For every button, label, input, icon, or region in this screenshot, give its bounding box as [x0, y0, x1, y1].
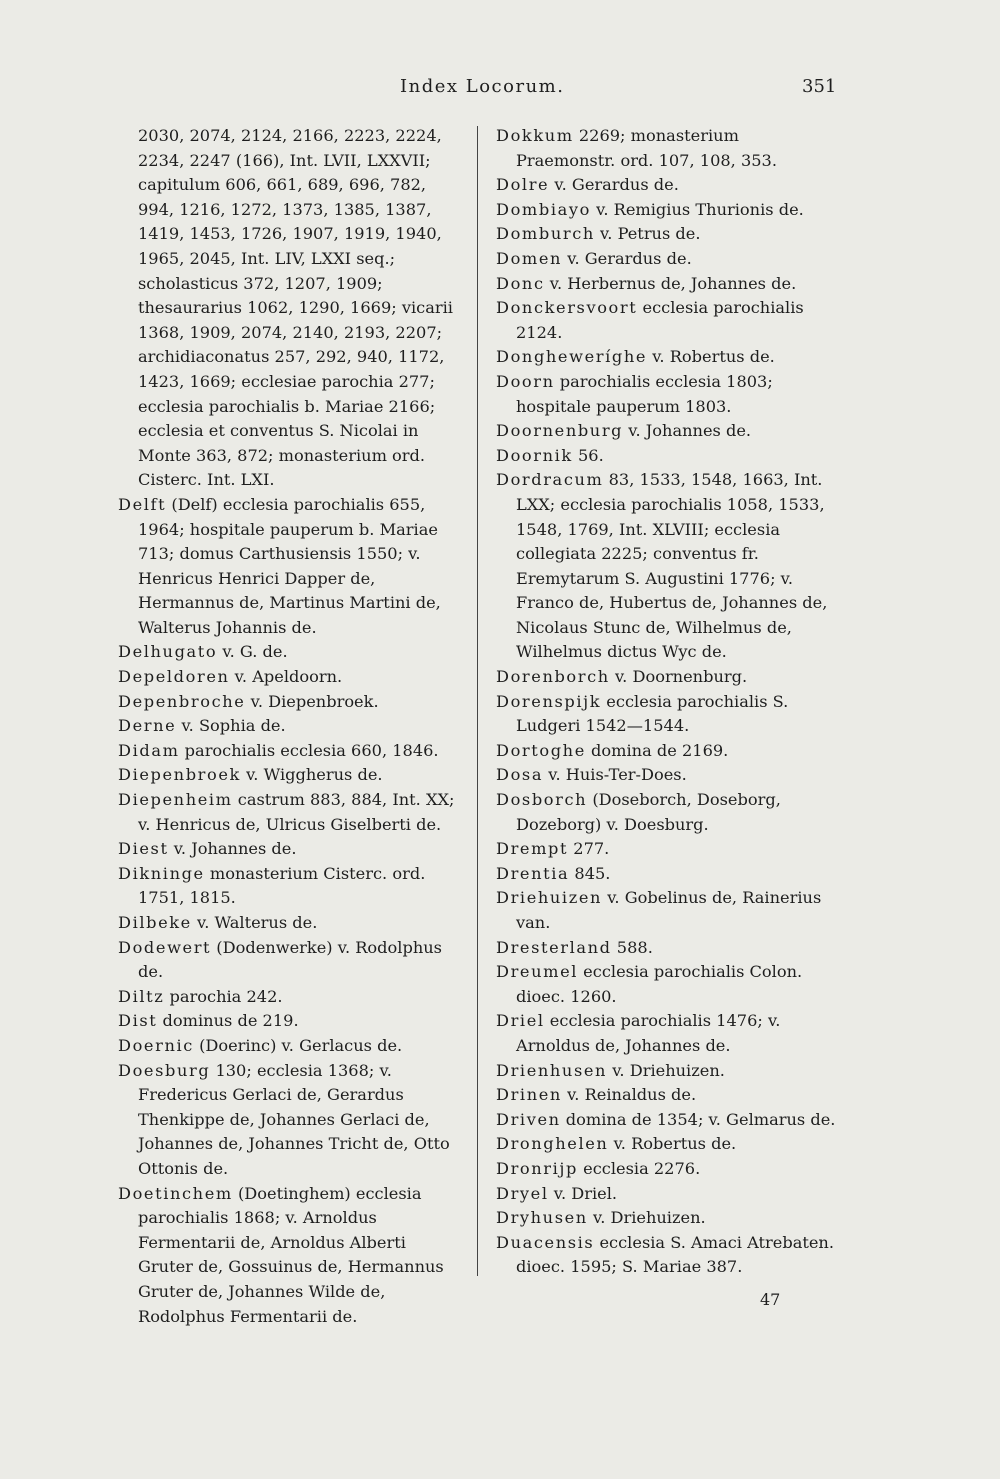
- entry-headword: Diltz: [118, 986, 165, 1006]
- index-entry: [496, 198, 840, 223]
- entry-headword: Dordracum: [496, 470, 604, 490]
- index-entry: [496, 1132, 840, 1157]
- index-entry: [496, 1108, 840, 1133]
- entry-text: 56.: [572, 445, 604, 465]
- index-entry: [496, 419, 840, 444]
- column-divider: [477, 126, 478, 1276]
- entry-text: monasterium Cisterc. ord. 1751, 1815.: [138, 863, 426, 908]
- entry-text: 277.: [568, 839, 610, 859]
- index-entry: [496, 690, 840, 739]
- entry-headword: Delft: [118, 494, 167, 514]
- entry-headword: Dryel: [496, 1183, 549, 1203]
- entry-text: ecclesia parochialis 2124.: [516, 298, 804, 342]
- index-entry: [496, 1206, 840, 1231]
- entry-headword: Drentia: [496, 863, 570, 883]
- entry-text: v. Robertus de.: [647, 347, 775, 367]
- entry-text: v. Huis-Ter-Does.: [543, 765, 687, 785]
- index-entry: [118, 665, 458, 690]
- index-entry: [118, 714, 458, 739]
- entry-text: v. Robertus de.: [608, 1134, 737, 1154]
- entry-text: domina de 2169.: [585, 740, 729, 760]
- entry-headword: Doesburg: [118, 1060, 211, 1080]
- entry-headword: Doernic: [118, 1035, 194, 1055]
- entry-text: v. Gerardus de.: [549, 175, 679, 195]
- entry-headword: Dist: [118, 1011, 158, 1031]
- entry-text: v. Apeldoorn.: [229, 667, 343, 687]
- left-column: [118, 124, 458, 1329]
- entry-headword: Diepenheim: [118, 790, 233, 810]
- entry-text: ecclesia 2276.: [577, 1158, 701, 1178]
- entry-headword: Diepenbroek: [118, 765, 241, 785]
- entry-headword: Dilbeke: [118, 913, 192, 932]
- entry-text: parochialis ecclesia 1803; hospitale pauperum 1803.: [516, 371, 773, 416]
- entry-text: dominus de 219.: [157, 1011, 299, 1031]
- entry-text: 2269; monasterium Praemonstr. ord. 107, 108, 353.: [516, 126, 777, 170]
- index-entry: [496, 1009, 840, 1058]
- entry-headword: Doornenburg: [496, 421, 624, 441]
- signature-mark: 47: [760, 1290, 781, 1309]
- entry-text: v. Gerardus de.: [562, 248, 692, 268]
- entry-text: (Dodenwerke) v. Rodolphus de.: [138, 937, 442, 982]
- running-head: Index Locorum.: [400, 76, 565, 97]
- entry-headword: Driven: [496, 1109, 561, 1129]
- entry-headword: Dortoghe: [496, 740, 586, 760]
- index-entry: [496, 296, 840, 345]
- entry-text: domina de 1354; v. Gelmarus de.: [560, 1109, 836, 1129]
- index-entry: [118, 862, 458, 911]
- entry-headword: Didam: [118, 740, 180, 760]
- index-entry: [118, 739, 458, 764]
- index-entry: [496, 370, 840, 419]
- entry-headword: Dronrijp: [496, 1158, 578, 1178]
- entry-headword: Drinen: [496, 1085, 562, 1105]
- entry-text: ecclesia parochialis 1476; v. Arnoldus de, Johannes de.: [516, 1011, 781, 1055]
- entry-headword: Dresterland: [496, 937, 612, 957]
- entry-headword: Delhugato: [118, 642, 218, 662]
- entry-headword: Domburch: [496, 224, 595, 244]
- entry-text: castrum 883, 884, Int. XX; v. Henricus de, Ulricus Giselberti de.: [138, 790, 455, 834]
- entry-headword: Dongheweríghe: [496, 347, 648, 367]
- index-entry: [496, 1157, 840, 1182]
- index-entry: [496, 1182, 840, 1207]
- index-entry: [118, 911, 458, 936]
- index-entry: [118, 1009, 458, 1034]
- entry-headword: Depenbroche: [118, 691, 246, 711]
- index-entry: [496, 665, 840, 690]
- entry-text: v. Walterus de.: [191, 913, 318, 932]
- index-entry: [496, 444, 840, 469]
- entry-text: v. Johannes de.: [623, 421, 752, 441]
- entry-text: 83, 1533, 1548, 1663, Int. LXX; ecclesia parochialis 1058, 1533, 1548, 1769, Int. XLVIII; ecclesia collegiata 2225; conventus fr. Eremytarum S. Augustini 1776; v. Franco de, Hubertus de, Johannes de, Nicolaus Stunc de, Wilhelmus de, Wilhelmus dictus Wyc de.: [516, 470, 828, 662]
- entry-headword: Driehuizen: [496, 888, 603, 908]
- page-number: 351: [802, 76, 837, 97]
- entry-headword: Dikninge: [118, 863, 205, 883]
- entry-text: v. Reinaldus de.: [561, 1085, 697, 1105]
- index-entry: [118, 837, 458, 862]
- entry-text: v. Herbernus de, Johannes de.: [544, 273, 797, 293]
- index-entry: [496, 763, 840, 788]
- entry-text: v. Driel.: [548, 1183, 618, 1203]
- entry-text: 2030, 2074, 2124, 2166, 2223, 2224, 2234, 2247 (166), Int. LVII, LXXVII; capitulum 606, 661, 689, 696, 782, 994, 1216, 1272, 1373, 1385, 1387, 1419, 1453, 1726, 1907, 1919, 1940, 1965, 2045, Int. LIV, LXXI seq.; scholasticus 372, 1207, 1909; thesaurarius 1062, 1290, 1669; vicarii 1368, 1909, 2074, 2140, 2193, 2207; archidiaconatus 257, 292, 940, 1172, 1423, 1669; ecclesiae parochia 277; ecclesia parochialis b. Mariae 2166; ecclesia et conventus S. Nicolai in Monte 363, 872; monasterium ord. Cisterc. Int. LXI.: [138, 126, 453, 490]
- entry-text: ecclesia parochialis Colon. dioec. 1260.: [516, 962, 803, 1006]
- index-entry: [496, 788, 840, 837]
- index-entry: [118, 493, 458, 641]
- entry-text: v. Driehuizen.: [587, 1208, 706, 1228]
- entry-headword: Depeldoren: [118, 667, 230, 687]
- entry-headword: Dodewert: [118, 937, 212, 957]
- entry-headword: Domen: [496, 248, 563, 268]
- index-entry: [118, 690, 458, 715]
- entry-headword: Dorenspijk: [496, 691, 602, 711]
- entry-headword: Donc: [496, 273, 545, 293]
- entry-headword: Dosa: [496, 765, 544, 785]
- index-entry: [496, 247, 840, 272]
- entry-text: (Delf) ecclesia parochialis 655, 1964; hospitale pauperum b. Mariae 713; domus Carthusiensis 1550; v. Henricus Henrici Dapper de, Hermannus de, Martinus Martini de, Walterus Johannis de.: [138, 494, 441, 637]
- index-entry: [496, 468, 840, 665]
- entry-text: v. Sophia de.: [176, 716, 286, 736]
- index-entry: [496, 173, 840, 198]
- index-entry: [118, 640, 458, 665]
- index-entry: [118, 1059, 458, 1182]
- entry-text: v. Doornenburg.: [609, 667, 748, 687]
- index-entry: [496, 345, 840, 370]
- entry-text: 130; ecclesia 1368; v. Fredericus Gerlaci de, Gerardus Thenkippe de, Johannes Gerlaci de, Johannes de, Johannes Tricht de, Otto Ottonis de.: [138, 1060, 450, 1178]
- entry-text: v. Remigius Thurionis de.: [590, 199, 804, 219]
- index-entry: [118, 763, 458, 788]
- entry-headword: Diest: [118, 839, 169, 859]
- index-entry: [496, 1083, 840, 1108]
- entry-text: (Doseborch, Doseborg, Dozeborg) v. Doesburg.: [516, 790, 781, 834]
- index-entry: [496, 1059, 840, 1084]
- entry-headword: Driel: [496, 1011, 545, 1031]
- entry-text: 845.: [569, 863, 611, 883]
- index-entry: [496, 960, 840, 1009]
- entry-headword: Doorn: [496, 371, 555, 391]
- index-entry: [496, 222, 840, 247]
- entry-text: (Doetinghem) ecclesia parochialis 1868; v. Arnoldus Fermentarii de, Arnoldus Alberti Gruter de, Gossuinus de, Hermannus Gruter de, Johannes Wilde de, Rodolphus Fermentarii de.: [138, 1183, 444, 1326]
- entry-text: ecclesia parochialis S. Ludgeri 1542—1544.: [516, 691, 789, 736]
- entry-text: (Doerinc) v. Gerlacus de.: [193, 1035, 403, 1055]
- entry-text: v. Diepenbroek.: [245, 691, 379, 711]
- index-entry: [118, 985, 458, 1010]
- entry-headword: Doetinchem: [118, 1183, 233, 1203]
- entry-headword: Doornik: [496, 445, 573, 465]
- entry-headword: Dorenborch: [496, 667, 610, 687]
- index-entry: [118, 1182, 458, 1330]
- entry-headword: Drempt: [496, 839, 569, 859]
- entry-headword: Duacensis: [496, 1232, 595, 1252]
- entry-headword: Drienhusen: [496, 1060, 608, 1080]
- entry-text: v. Gobelinus de, Rainerius van.: [516, 888, 822, 932]
- entry-headword: Dronghelen: [496, 1134, 609, 1154]
- entry-text: 588.: [611, 937, 653, 957]
- entry-headword: Derne: [118, 716, 177, 736]
- entry-headword: Dokkum: [496, 126, 574, 145]
- right-column: [496, 124, 840, 1280]
- entry-headword: Dolre: [496, 175, 550, 195]
- index-entry: [118, 124, 458, 493]
- entry-text: v. Johannes de.: [168, 839, 297, 859]
- entry-headword: Donckersvoort: [496, 298, 638, 318]
- index-entry: [118, 1034, 458, 1059]
- entry-text: parochia 242.: [164, 986, 283, 1006]
- entry-text: parochialis ecclesia 660, 1846.: [179, 740, 439, 760]
- index-entry: [496, 862, 840, 887]
- entry-headword: Dombiayo: [496, 199, 591, 219]
- index-entry: [496, 1231, 840, 1280]
- entry-headword: Dreumel: [496, 962, 579, 982]
- index-entry: [118, 788, 458, 837]
- index-entry: [496, 837, 840, 862]
- index-entry: [496, 272, 840, 297]
- index-entry: [496, 936, 840, 961]
- entry-headword: Dosborch: [496, 790, 588, 810]
- entry-headword: Dryhusen: [496, 1208, 588, 1228]
- entry-text: v. G. de.: [217, 642, 288, 662]
- entry-text: ecclesia S. Amaci Atrebaten. dioec. 1595; S. Mariae 387.: [516, 1232, 835, 1277]
- entry-text: v. Wiggherus de.: [240, 765, 383, 785]
- index-entry: [118, 936, 458, 985]
- entry-text: v. Petrus de.: [594, 224, 701, 244]
- index-entry: [496, 886, 840, 935]
- index-entry: [496, 739, 840, 764]
- index-entry: [496, 124, 840, 173]
- entry-text: v. Driehuizen.: [607, 1060, 725, 1080]
